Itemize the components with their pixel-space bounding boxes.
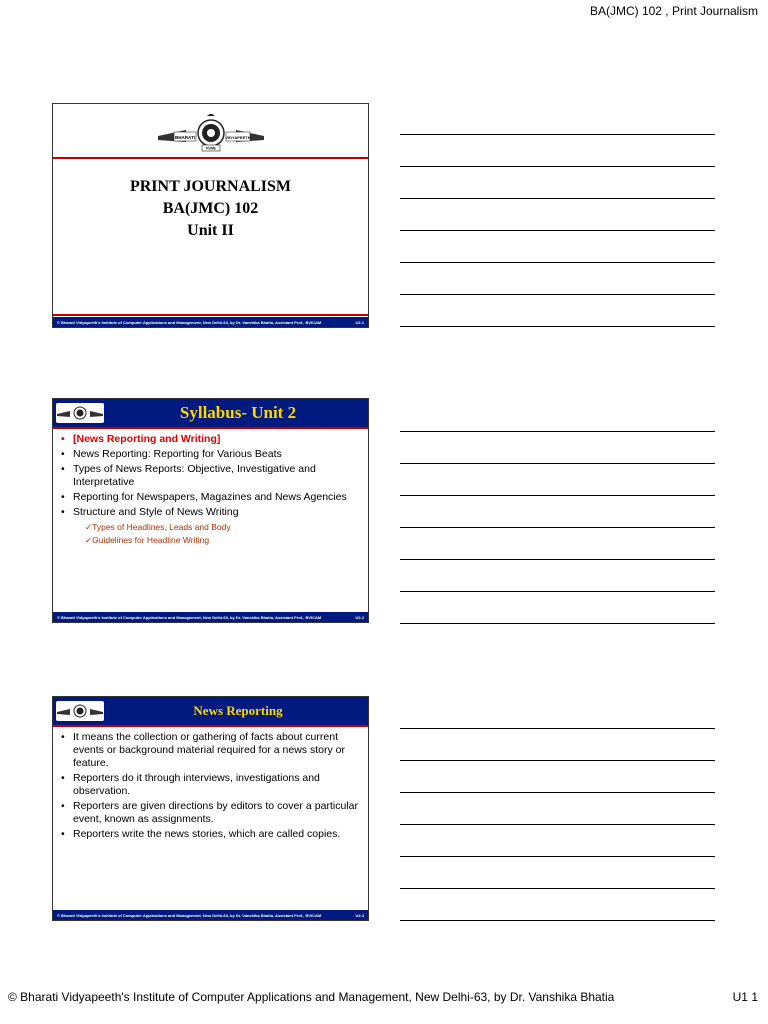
slide-3	[52, 696, 369, 921]
list-item: • Reporters do it through interviews, investigations and observation.	[61, 772, 320, 797]
note-line	[400, 230, 715, 231]
page-footer-text: © Bharati Vidyapeeth's Institute of Computer Applications and Management, New Delhi-63, by Dr. Vanshika Bhatia	[8, 990, 615, 1004]
page-footer	[8, 990, 758, 1004]
note-line	[400, 920, 715, 921]
slide-footer-ref: U2.1	[355, 319, 364, 325]
page-header: BA(JMC) 102 , Print Journalism	[589, 4, 758, 18]
note-line	[400, 623, 715, 624]
list-item: • Reporting for Newspapers, Magazines and News Agencies	[61, 491, 347, 503]
slide-footer-text: © Bharati Vidyapeeth's Institute of Computer Applications and Management, New Delhi-63, by Dr. Vanshika Bhatia, Assistant Prof., BVICAM	[57, 614, 322, 620]
slide-footer	[53, 910, 368, 920]
note-line	[400, 728, 715, 729]
note-line	[400, 559, 715, 560]
title-block	[53, 176, 368, 242]
slide-footer	[53, 612, 368, 622]
slide-title: Syllabus- Unit 2	[179, 403, 297, 422]
note-line	[400, 527, 715, 528]
slide-title-line-1: PRINT JOURNALISM	[129, 178, 292, 195]
list-item: • News Reporting: Reporting for Various Beats	[61, 448, 282, 460]
bullet-list	[61, 433, 358, 547]
accent-divider	[53, 314, 368, 316]
note-line	[400, 166, 715, 167]
list-item: • Types of News Reports: Objective, Investigative and Interpretative	[61, 463, 316, 488]
list-item: • [News Reporting and Writing]	[61, 433, 221, 445]
sub-list-item: ✓Types of Headlines, Leads and Body	[85, 522, 231, 532]
slide-footer-ref: U2.3	[355, 912, 364, 918]
note-line	[400, 792, 715, 793]
bullet-list	[61, 731, 358, 843]
slide-title-line-2: BA(JMC) 102	[162, 200, 259, 217]
page-number: U1 1	[732, 990, 758, 1004]
slide-footer-text: © Bharati Vidyapeeth's Institute of Computer Applications and Management, New Delhi-63, by Dr. Vanshika Bhatia, Assistant Prof., BVICAM	[57, 319, 322, 325]
slide-footer	[53, 317, 368, 327]
svg-text:PUNE: PUNE	[205, 146, 216, 151]
slide-footer-text: © Bharati Vidyapeeth's Institute of Computer Applications and Management, New Delhi-63, by Dr. Vanshika Bhatia, Assistant Prof., BVICAM	[57, 912, 322, 918]
note-line	[400, 294, 715, 295]
bharati-vidyapeeth-logo	[56, 701, 104, 721]
note-line	[400, 495, 715, 496]
note-line	[400, 262, 715, 263]
note-line	[400, 888, 715, 889]
slide-title: News Reporting	[193, 703, 283, 718]
note-line	[400, 591, 715, 592]
note-line	[400, 856, 715, 857]
slide-1	[52, 103, 369, 328]
sub-list-item: ✓Guidelines for Headline Writing	[85, 535, 210, 545]
list-item: • Reporters are given directions by editors to cover a particular event, known as assignments.	[61, 800, 358, 825]
list-item: • It means the collection or gathering of facts about current events or background material required for a news story or feature.	[61, 731, 345, 769]
slide-title-line-3: Unit II	[187, 222, 234, 239]
list-item: • Reporters write the news stories, which are called copies.	[61, 828, 341, 840]
bharati-vidyapeeth-logo	[56, 403, 104, 423]
note-line	[400, 760, 715, 761]
note-line	[400, 824, 715, 825]
slide-header-bar	[53, 399, 368, 429]
accent-divider	[53, 157, 368, 159]
svg-text:BHARATI: BHARATI	[174, 135, 195, 140]
note-line	[400, 431, 715, 432]
list-item: • Structure and Style of News Writing	[61, 506, 239, 518]
slide-header-bar	[53, 697, 368, 727]
note-line	[400, 326, 715, 327]
slide-footer-ref: U2.2	[355, 614, 364, 620]
bharati-vidyapeeth-logo	[156, 114, 266, 152]
note-line	[400, 463, 715, 464]
note-line	[400, 134, 715, 135]
slide-2	[52, 398, 369, 623]
svg-text:VIDYAPEETH: VIDYAPEETH	[224, 135, 251, 140]
note-line	[400, 198, 715, 199]
